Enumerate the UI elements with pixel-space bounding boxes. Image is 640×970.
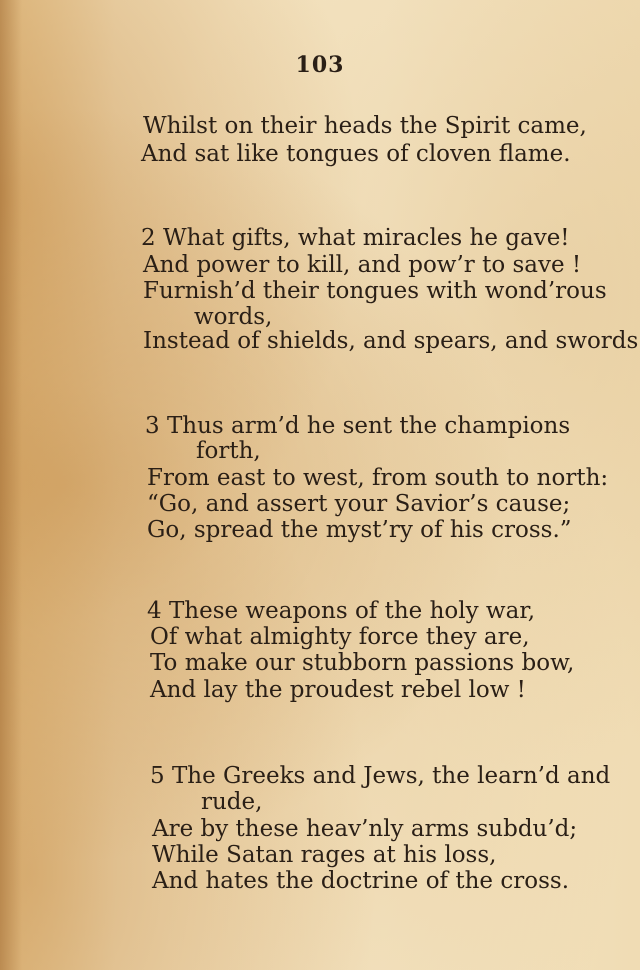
stanza-4-line-1: 4 These weapons of the holy war, <box>147 598 536 624</box>
stanza-1-line-1: Whilst on their heads the Spirit came, <box>143 113 587 139</box>
stanza-4-line-4: And lay the proudest rebel low ! <box>150 677 526 703</box>
stanza-1-line-2: And sat like tongues of cloven flame. <box>141 141 571 167</box>
stanza-4-line-3: To make our stubborn passions bow, <box>150 650 575 676</box>
stanza-3-line-5: Go, spread the myst’ry of his cross.” <box>147 517 572 543</box>
stanza-3-line-4: “Go, and assert your Savior’s cause; <box>147 491 571 517</box>
stanza-3-line-2: forth, <box>196 438 261 464</box>
stanza-5-line-4: While Satan rages at his loss, <box>152 842 497 868</box>
stanza-5-line-3: Are by these heav’nly arms subdu’d; <box>152 816 578 842</box>
stanza-5-line-5: And hates the doctrine of the cross. <box>152 868 569 894</box>
stanza-4-line-2: Of what almighty force they are, <box>150 624 530 650</box>
page-gutter-shadow <box>0 0 22 970</box>
stanza-2-line-3: Furnish’d their tongues with wond’rous <box>143 278 607 304</box>
stanza-5-line-2: rude, <box>201 789 263 815</box>
stanza-3-line-1: 3 Thus arm’d he sent the champions <box>145 413 571 439</box>
page-number: 103 <box>295 52 345 78</box>
stanza-2-line-2: And power to kill, and pow’r to save ! <box>143 252 582 278</box>
stanza-2-line-1: 2 What gifts, what miracles he gave! <box>141 225 570 251</box>
stanza-2-line-4: words, <box>194 304 273 330</box>
stanza-3-line-3: From east to west, from south to north: <box>147 465 609 491</box>
stanza-2-line-5: Instead of shields, and spears, and swords <box>143 328 639 354</box>
stanza-5-line-1: 5 The Greeks and Jews, the learn’d and <box>150 763 611 789</box>
